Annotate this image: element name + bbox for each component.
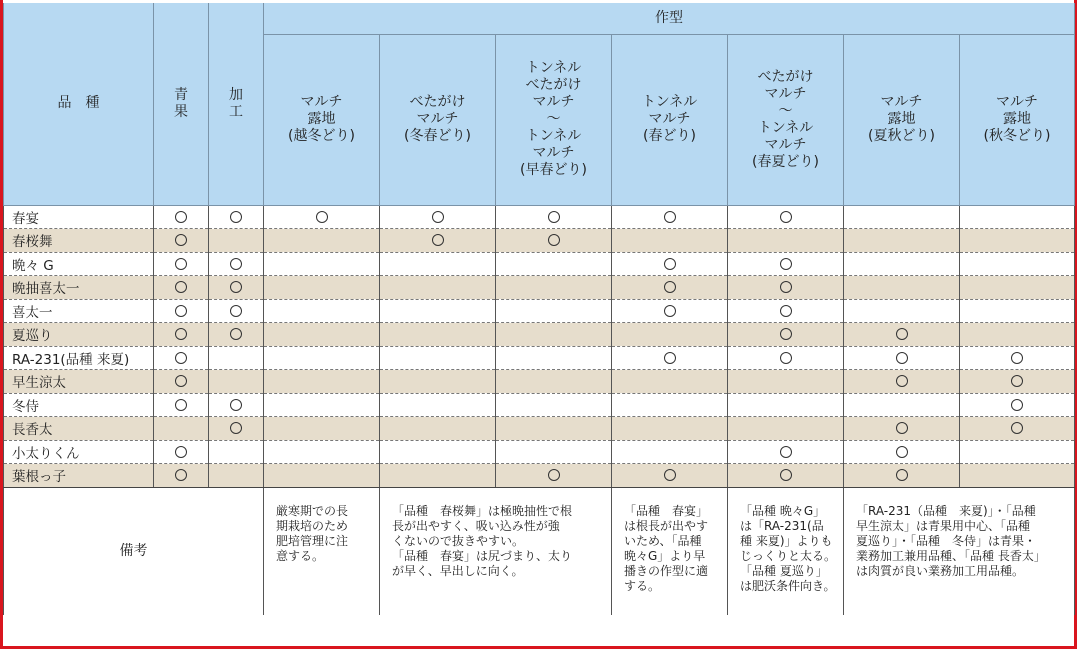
cropping-table — [3, 3, 1075, 615]
col-spring: トンネル マルチ (春どり) — [612, 34, 728, 205]
mark-cell — [380, 276, 496, 300]
circle-mark-icon — [175, 258, 187, 270]
mark-cell — [264, 323, 380, 347]
circle-mark-icon — [780, 328, 792, 340]
mark-cell — [844, 229, 960, 253]
circle-mark-icon — [664, 305, 676, 317]
circle-mark-icon — [896, 422, 908, 434]
variety-name: 小太りくん — [4, 440, 154, 464]
mark-cell — [496, 229, 612, 253]
mark-cell — [844, 370, 960, 394]
mark-cell — [154, 205, 209, 229]
mark-cell — [380, 464, 496, 488]
circle-mark-icon — [780, 352, 792, 364]
circle-mark-icon — [664, 469, 676, 481]
mark-cell — [728, 393, 844, 417]
circle-mark-icon — [432, 234, 444, 246]
mark-cell — [844, 252, 960, 276]
mark-cell — [264, 205, 380, 229]
circle-mark-icon — [664, 258, 676, 270]
mark-cell — [209, 205, 264, 229]
mark-cell — [380, 323, 496, 347]
circle-mark-icon — [896, 375, 908, 387]
mark-cell — [728, 205, 844, 229]
table-row — [4, 393, 1075, 417]
mark-cell — [844, 346, 960, 370]
mark-cell — [728, 370, 844, 394]
mark-cell — [612, 393, 728, 417]
mark-cell — [209, 276, 264, 300]
mark-cell — [380, 370, 496, 394]
mark-cell — [844, 205, 960, 229]
mark-cell — [154, 393, 209, 417]
mark-cell — [844, 393, 960, 417]
mark-cell — [380, 299, 496, 323]
mark-cell — [844, 323, 960, 347]
col-overwinter: マルチ 露地 (越冬どり) — [264, 34, 380, 205]
col-early-spring: トンネル べたがけ マルチ ～ トンネル マルチ (早春どり) — [496, 34, 612, 205]
mark-cell — [844, 299, 960, 323]
mark-cell — [264, 346, 380, 370]
mark-cell — [380, 346, 496, 370]
mark-cell — [496, 417, 612, 441]
mark-cell — [844, 440, 960, 464]
variety-name: 晩抽喜太一 — [4, 276, 154, 300]
mark-cell — [960, 370, 1075, 394]
mark-cell — [960, 323, 1075, 347]
circle-mark-icon — [780, 305, 792, 317]
table-row — [4, 299, 1075, 323]
mark-cell — [612, 346, 728, 370]
mark-cell — [264, 464, 380, 488]
col-spring-summer: べたがけ マルチ ～ トンネル マルチ (春夏どり) — [728, 34, 844, 205]
mark-cell — [612, 323, 728, 347]
variety-name: 晩々 G — [4, 252, 154, 276]
mark-cell — [209, 417, 264, 441]
circle-mark-icon — [175, 446, 187, 458]
mark-cell — [612, 370, 728, 394]
mark-cell — [496, 393, 612, 417]
mark-cell — [728, 299, 844, 323]
mark-cell — [728, 252, 844, 276]
mark-cell — [728, 323, 844, 347]
circle-mark-icon — [896, 352, 908, 364]
variety-header: 品 種 — [4, 3, 154, 205]
col-autumn-winter: マルチ 露地 (秋冬どり) — [960, 34, 1075, 205]
circle-mark-icon — [230, 422, 242, 434]
table-row — [4, 323, 1075, 347]
mark-cell — [612, 464, 728, 488]
mark-cell — [496, 464, 612, 488]
variety-name: 夏巡り — [4, 323, 154, 347]
circle-mark-icon — [230, 281, 242, 293]
table-row — [4, 464, 1075, 488]
mark-cell — [960, 229, 1075, 253]
mark-cell — [728, 229, 844, 253]
mark-cell — [496, 299, 612, 323]
mark-cell — [380, 417, 496, 441]
mark-cell — [960, 205, 1075, 229]
circle-mark-icon — [896, 328, 908, 340]
variety-name: 冬侍 — [4, 393, 154, 417]
mark-cell — [380, 229, 496, 253]
mark-cell — [264, 440, 380, 464]
circle-mark-icon — [780, 469, 792, 481]
mark-cell — [209, 440, 264, 464]
table-row — [4, 417, 1075, 441]
mark-cell — [960, 440, 1075, 464]
mark-cell — [154, 252, 209, 276]
remark-spring-summer: 「品種 晩々G」 は「RA-231(品 種 来夏)」よりも じっくりと太る。 「品種 夏巡り」 は肥沃条件向き。 — [728, 487, 844, 615]
mark-cell — [154, 346, 209, 370]
circle-mark-icon — [896, 446, 908, 458]
mark-cell — [728, 464, 844, 488]
mark-cell — [209, 370, 264, 394]
remark-winter-spring: 「品種 春桜舞」は極晩抽性で根 長が出やすく、吸い込み性が強 くないので抜きやすい。 「品種 春宴」は尻づまり、太り が早く、早出しに向く。 — [380, 487, 612, 615]
mark-cell — [264, 370, 380, 394]
circle-mark-icon — [1011, 399, 1023, 411]
circle-mark-icon — [780, 446, 792, 458]
mark-cell — [496, 276, 612, 300]
circle-mark-icon — [175, 305, 187, 317]
circle-mark-icon — [175, 399, 187, 411]
variety-name: 早生涼太 — [4, 370, 154, 394]
mark-cell — [380, 393, 496, 417]
circle-mark-icon — [175, 375, 187, 387]
table-row — [4, 229, 1075, 253]
mark-cell — [960, 464, 1075, 488]
table-row — [4, 205, 1075, 229]
mark-cell — [209, 464, 264, 488]
mark-cell — [154, 323, 209, 347]
mark-cell — [154, 229, 209, 253]
mark-cell — [612, 229, 728, 253]
processing-header: 加工 — [209, 3, 264, 205]
mark-cell — [209, 323, 264, 347]
mark-cell — [612, 417, 728, 441]
circle-mark-icon — [664, 211, 676, 223]
variety-name: 葉根っ子 — [4, 464, 154, 488]
remark-overwinter: 厳寒期での長 期栽培のため 肥培管理に注 意する。 — [264, 487, 380, 615]
mark-cell — [612, 252, 728, 276]
circle-mark-icon — [664, 281, 676, 293]
circle-mark-icon — [175, 328, 187, 340]
col-summer-autumn: マルチ 露地 (夏秋どり) — [844, 34, 960, 205]
circle-mark-icon — [175, 469, 187, 481]
circle-mark-icon — [230, 305, 242, 317]
mark-cell — [209, 229, 264, 253]
circle-mark-icon — [316, 211, 328, 223]
mark-cell — [154, 464, 209, 488]
mark-cell — [380, 205, 496, 229]
table-row — [4, 252, 1075, 276]
mark-cell — [380, 252, 496, 276]
mark-cell — [960, 393, 1075, 417]
table-row — [4, 346, 1075, 370]
circle-mark-icon — [780, 258, 792, 270]
mark-cell — [264, 393, 380, 417]
circle-mark-icon — [896, 469, 908, 481]
circle-mark-icon — [548, 469, 560, 481]
mark-cell — [154, 370, 209, 394]
variety-name: 春桜舞 — [4, 229, 154, 253]
mark-cell — [612, 276, 728, 300]
variety-rows — [4, 205, 1075, 487]
circle-mark-icon — [175, 234, 187, 246]
mark-cell — [612, 205, 728, 229]
mark-cell — [728, 417, 844, 441]
circle-mark-icon — [548, 234, 560, 246]
cropping-type-header: 作型 — [264, 3, 1075, 34]
mark-cell — [960, 276, 1075, 300]
mark-cell — [154, 417, 209, 441]
fresh-header: 青果 — [154, 3, 209, 205]
mark-cell — [496, 323, 612, 347]
circle-mark-icon — [230, 328, 242, 340]
mark-cell — [209, 346, 264, 370]
mark-cell — [154, 276, 209, 300]
mark-cell — [728, 440, 844, 464]
mark-cell — [264, 276, 380, 300]
mark-cell — [264, 229, 380, 253]
mark-cell — [960, 417, 1075, 441]
mark-cell — [496, 205, 612, 229]
circle-mark-icon — [1011, 352, 1023, 364]
circle-mark-icon — [230, 258, 242, 270]
circle-mark-icon — [1011, 422, 1023, 434]
mark-cell — [264, 417, 380, 441]
mark-cell — [728, 276, 844, 300]
mark-cell — [209, 252, 264, 276]
mark-cell — [960, 252, 1075, 276]
circle-mark-icon — [780, 211, 792, 223]
mark-cell — [844, 417, 960, 441]
variety-name: 喜太一 — [4, 299, 154, 323]
mark-cell — [154, 299, 209, 323]
mark-cell — [380, 440, 496, 464]
mark-cell — [264, 299, 380, 323]
remark-summer-autumn: 「RA-231（品種 来夏)」・「品種 早生涼太」は青果用中心、「品種 夏巡り」・「品種 冬侍」は青果・ 業務加工兼用品種、「品種 長香太」 は肉質が良い業務加工用品種。 — [844, 487, 1075, 615]
mark-cell — [960, 299, 1075, 323]
mark-cell — [844, 464, 960, 488]
mark-cell — [496, 440, 612, 464]
col-winter-spring: べたがけ マルチ (冬春どり) — [380, 34, 496, 205]
circle-mark-icon — [230, 399, 242, 411]
mark-cell — [496, 370, 612, 394]
table-row — [4, 370, 1075, 394]
mark-cell — [844, 276, 960, 300]
circle-mark-icon — [780, 281, 792, 293]
mark-cell — [612, 440, 728, 464]
mark-cell — [960, 346, 1075, 370]
circle-mark-icon — [175, 281, 187, 293]
table-row — [4, 440, 1075, 464]
variety-name: RA-231(品種 来夏) — [4, 346, 154, 370]
remarks-label: 備考 — [4, 487, 264, 615]
circle-mark-icon — [175, 352, 187, 364]
circle-mark-icon — [548, 211, 560, 223]
circle-mark-icon — [664, 352, 676, 364]
mark-cell — [264, 252, 380, 276]
circle-mark-icon — [230, 211, 242, 223]
mark-cell — [154, 440, 209, 464]
mark-cell — [209, 393, 264, 417]
mark-cell — [728, 346, 844, 370]
variety-name: 春宴 — [4, 205, 154, 229]
mark-cell — [496, 252, 612, 276]
remark-spring: 「品種 春宴」 は根長が出やす いため、「品種 晩々G」より早 播きの作型に適 する。 — [612, 487, 728, 615]
mark-cell — [612, 299, 728, 323]
table-row — [4, 276, 1075, 300]
variety-name: 長香太 — [4, 417, 154, 441]
mark-cell — [496, 346, 612, 370]
mark-cell — [209, 299, 264, 323]
circle-mark-icon — [432, 211, 444, 223]
circle-mark-icon — [175, 211, 187, 223]
circle-mark-icon — [1011, 375, 1023, 387]
